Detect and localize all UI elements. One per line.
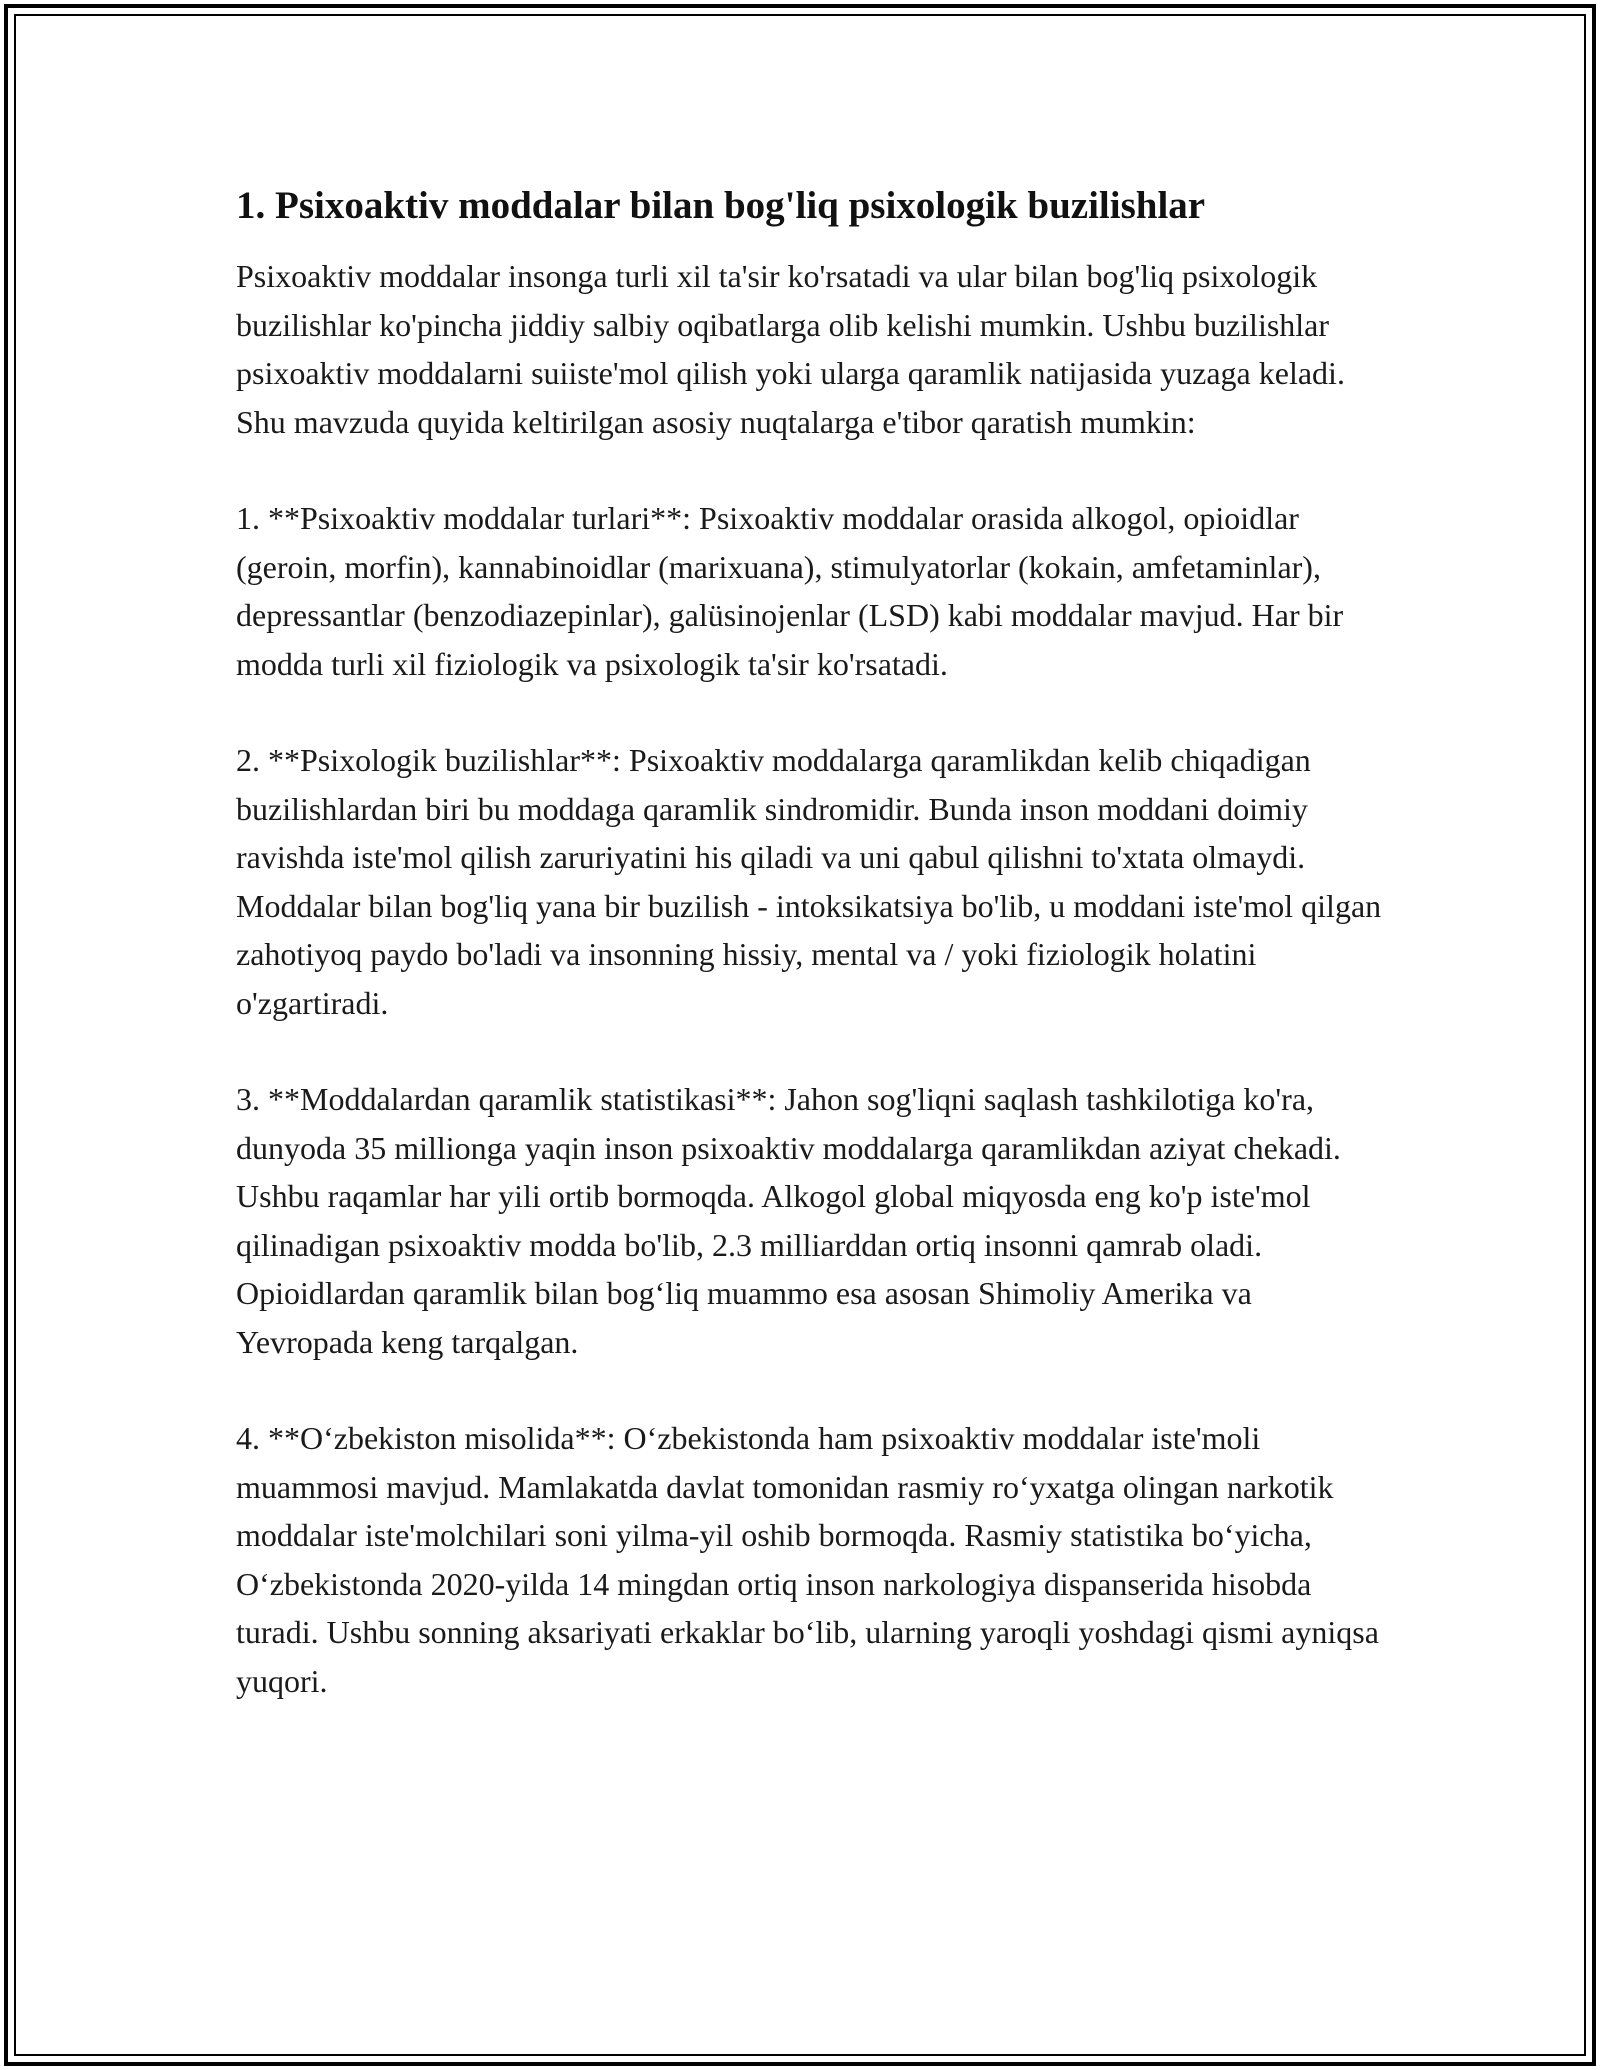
document-body: [236, 182, 1386, 1753]
paragraph-substance-types: 1. **Psixoaktiv moddalar turlari**: Psixoaktiv moddalar orasida alkogol, opioidlar (geroin, morfin), kannabinoidlar (marixuana), stimulyatorlar (kokain, amfetaminlar), depressantlar (benzodiazepinlar), galüsinojenlar (LSD) kabi moddalar mavjud. Har bir modda turli xil fiziologik va psixologik ta'sir ko'rsatadi.: [236, 500, 1344, 682]
section-heading: 1. Psixoaktiv moddalar bilan bog'liq psixologik buzilishlar: [236, 184, 1206, 227]
intro-paragraph: Psixoaktiv moddalar insonga turli xil ta'sir ko'rsatadi va ular bilan bog'liq psixologik buzilishlar ko'pincha jiddiy salbiy oqibatlarga olib kelishi mumkin. Ushbu buzilishlar psixoaktiv moddalarni suiiste'mol qilish yoki ularga qaramlik natijasida yuzaga keladi. Shu mavzuda quyida keltirilgan asosiy nuqtalarga e'tibor qaratish mumkin:: [236, 258, 1345, 440]
paragraph-uzbekistan-example: 4. **O‘zbekiston misolida**: O‘zbekistonda ham psixoaktiv moddalar iste'moli muammosi mavjud. Mamlakatda davlat tomonidan rasmiy ro‘yxatga olingan narkotik moddalar iste'molchilari soni yilma-yil oshib bormoqda. Rasmiy statistika bo‘yicha, O‘zbekistonda 2020-yilda 14 mingdan ortiq inson narkologiya dispanserida hisobda turadi. Ushbu sonning aksariyati erkaklar bo‘lib, ularning yaroqli yoshdagi qismi ayniqsa yuqori.: [236, 1420, 1379, 1699]
paragraph-psychological-disorders: 2. **Psixologik buzilishlar**: Psixoaktiv moddalarga qaramlikdan kelib chiqadigan buzilishlardan biri bu moddaga qaramlik sindromidir. Bunda inson moddani doimiy ravishda iste'mol qilish zaruriyatini his qiladi va uni qabul qilishni to'xtata olmaydi. Moddalar bilan bog'liq yana bir buzilish - intoksikatsiya bo'lib, u moddani iste'mol qilgan zahotiyoq paydo bo'ladi va insonning hissiy, mental va / yoki fiziologik holatini o'zgartiradi.: [236, 742, 1382, 1021]
paragraph-dependence-statistics: 3. **Moddalardan qaramlik statistikasi**: Jahon sog'liqni saqlash tashkilotiga ko'ra, dunyoda 35 millionga yaqin inson psixoaktiv moddalarga qaramlikdan aziyat chekadi. Ushbu raqamlar har yili ortib bormoqda. Alkogol global miqyosda eng ko'p iste'mol qilinadigan psixoaktiv modda bo'lib, 2.3 milliarddan ortiq insonni qamrab oladi. Opioidlardan qaramlik bilan bog‘liq muammo esa asosan Shimoliy Amerika va Yevropada keng tarqalgan.: [236, 1081, 1341, 1360]
